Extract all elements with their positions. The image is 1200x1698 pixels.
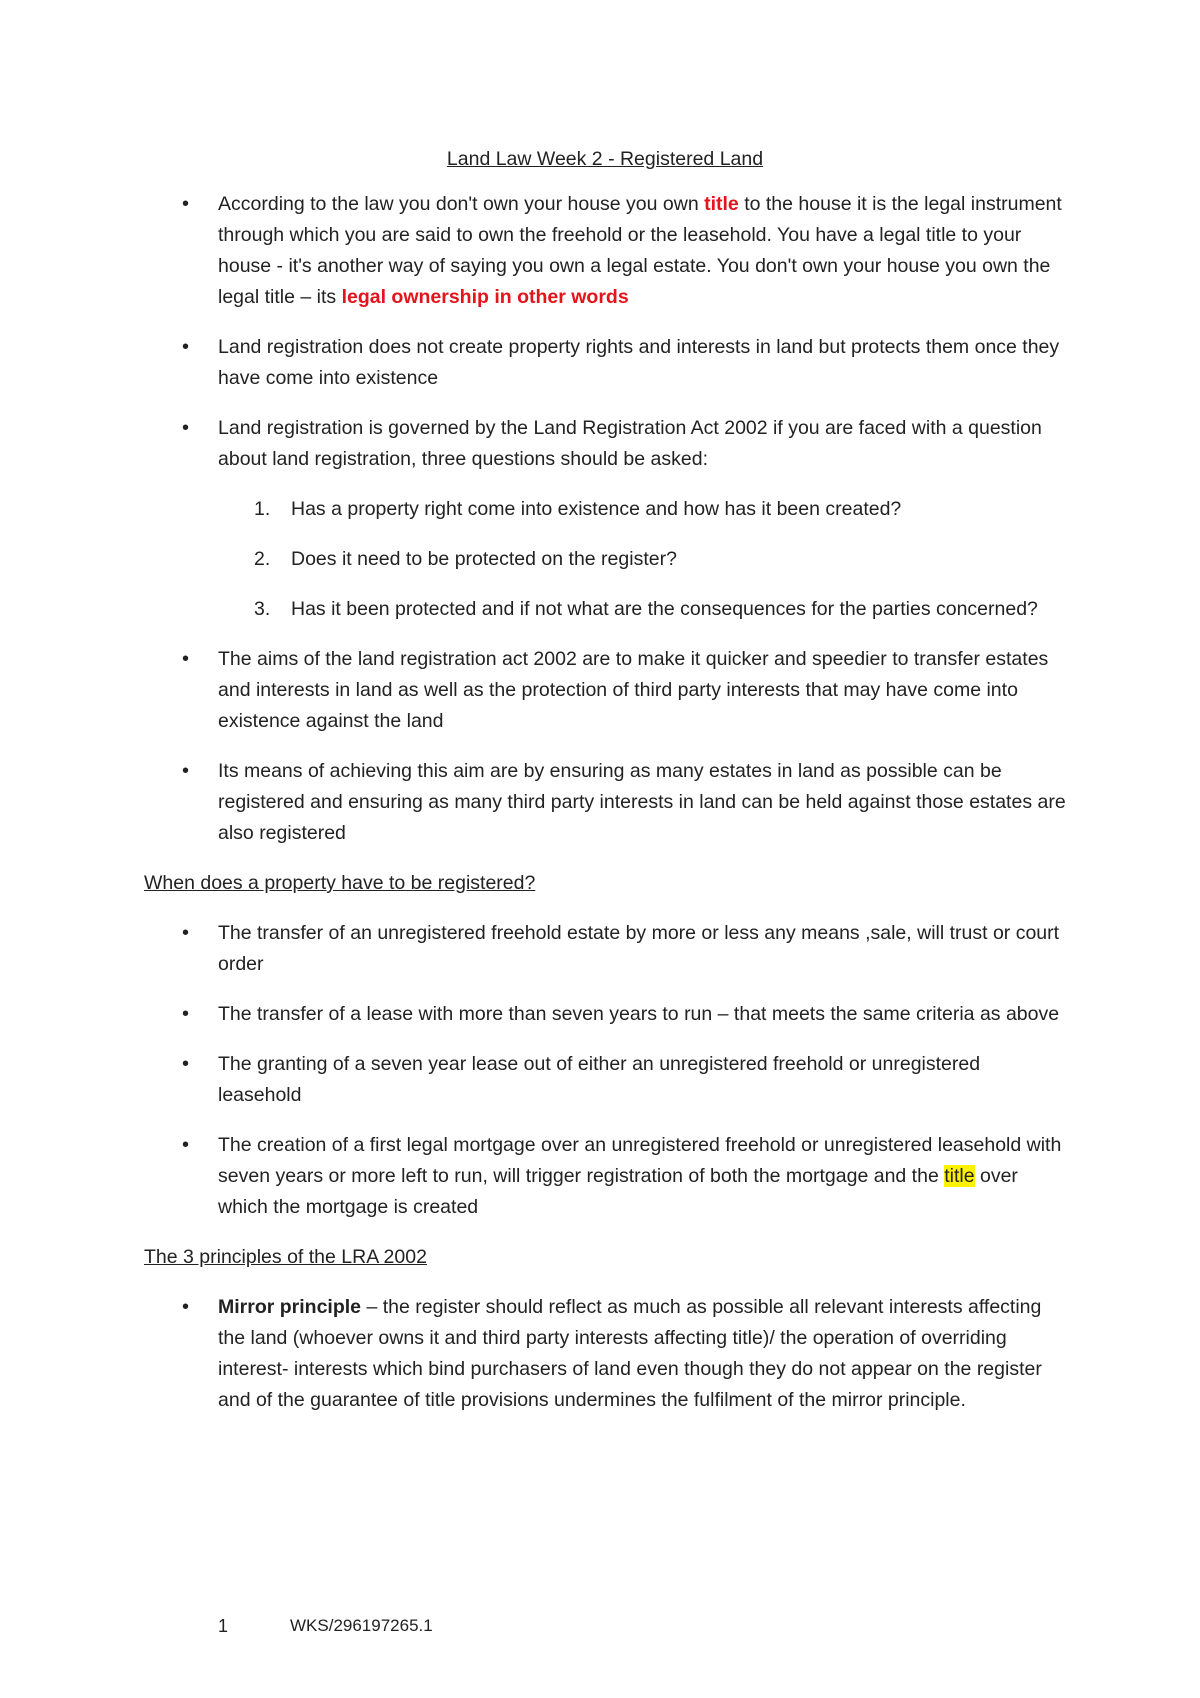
- bullet-item: [144, 1130, 1066, 1223]
- bullet-item: • The granting of a seven year lease out of either an unregistered freehold or unregistered leasehold: [144, 1049, 1066, 1111]
- principle-term: Mirror principle: [218, 1296, 362, 1318]
- page-footer: [218, 1614, 433, 1638]
- highlighted-title: title: [944, 1165, 975, 1187]
- bullet-item: [144, 1292, 1066, 1416]
- bullet-text: According to the law you don't own your house you own: [218, 193, 705, 215]
- bullet-text: The creation of a first legal mortgage over an unregistered freehold or unregistered leasehold with seven years or more left to run, will trigger registration of both the mortgage and the: [218, 1134, 1062, 1187]
- section-heading-principles: The 3 principles of the LRA 2002: [144, 1246, 427, 1268]
- page-number: 1: [218, 1616, 229, 1636]
- question-item: [144, 544, 1066, 575]
- question-number: 3.: [254, 598, 271, 620]
- aims-bullet-list: [144, 644, 1066, 849]
- emphasis-legal-ownership: legal ownership in other words: [341, 286, 629, 308]
- bullet-item: • Its means of achieving this aim are by ensuring as many estates in land as possible can be registered and ensuring as many third party interests in land can be held against those estates are also registered: [144, 756, 1066, 849]
- document-body: [144, 144, 1066, 1435]
- question-item: [144, 594, 1066, 625]
- bullet-item: • The aims of the land registration act 2002 are to make it quicker and speedier to transfer estates and interests in land as well as the protection of third party interests that may have come into existence against the land: [144, 644, 1066, 737]
- registration-bullet-list: [144, 918, 1066, 1223]
- question-item: [144, 494, 1066, 525]
- intro-bullet-list: [144, 189, 1066, 475]
- question-text: Has a property right come into existence and how has it been created?: [291, 498, 902, 520]
- bullet-item: • Land registration is governed by the Land Registration Act 2002 if you are faced with a question about land registration, three questions should be asked:: [144, 413, 1066, 475]
- document-reference: WKS/296197265.1: [290, 1616, 433, 1635]
- principle-text: – the register should reflect as much as possible all relevant interests affecting the land (whoever owns it and third party interests affecting title)/ the operation of overriding interest- interests which bind purchasers of land even though they do not appear on the register and of the guarantee of title provisions undermines the fulfilment of the mirror principle.: [218, 1296, 1042, 1411]
- questions-list: [144, 494, 1066, 625]
- document-title: Land Law Week 2 - Registered Land: [446, 148, 764, 170]
- bullet-item: • The transfer of an unregistered freehold estate by more or less any means ,sale, will trust or court order: [144, 918, 1066, 980]
- bullet-text: over which the mortgage is created: [218, 1165, 1018, 1218]
- question-text: Does it need to be protected on the register?: [291, 548, 677, 570]
- bullet-text: to the house it is the legal instrument through which you are said to own the freehold or the leasehold. You have a legal title to your house - it's another way of saying you own a legal estate. You don't own your house you own the legal title – its: [218, 193, 1062, 308]
- question-number: 2.: [254, 548, 271, 570]
- bullet-item: [144, 189, 1066, 313]
- emphasis-title: title: [704, 193, 739, 215]
- principles-bullet-list: [144, 1292, 1066, 1416]
- question-text: Has it been protected and if not what are the consequences for the parties concerned?: [291, 598, 1038, 620]
- bullet-item: • The transfer of a lease with more than seven years to run – that meets the same criteria as above: [144, 999, 1066, 1030]
- section-heading-registration: When does a property have to be registered?: [144, 872, 536, 894]
- bullet-item: • Land registration does not create property rights and interests in land but protects them once they have come into existence: [144, 332, 1066, 394]
- question-number: 1.: [254, 498, 271, 520]
